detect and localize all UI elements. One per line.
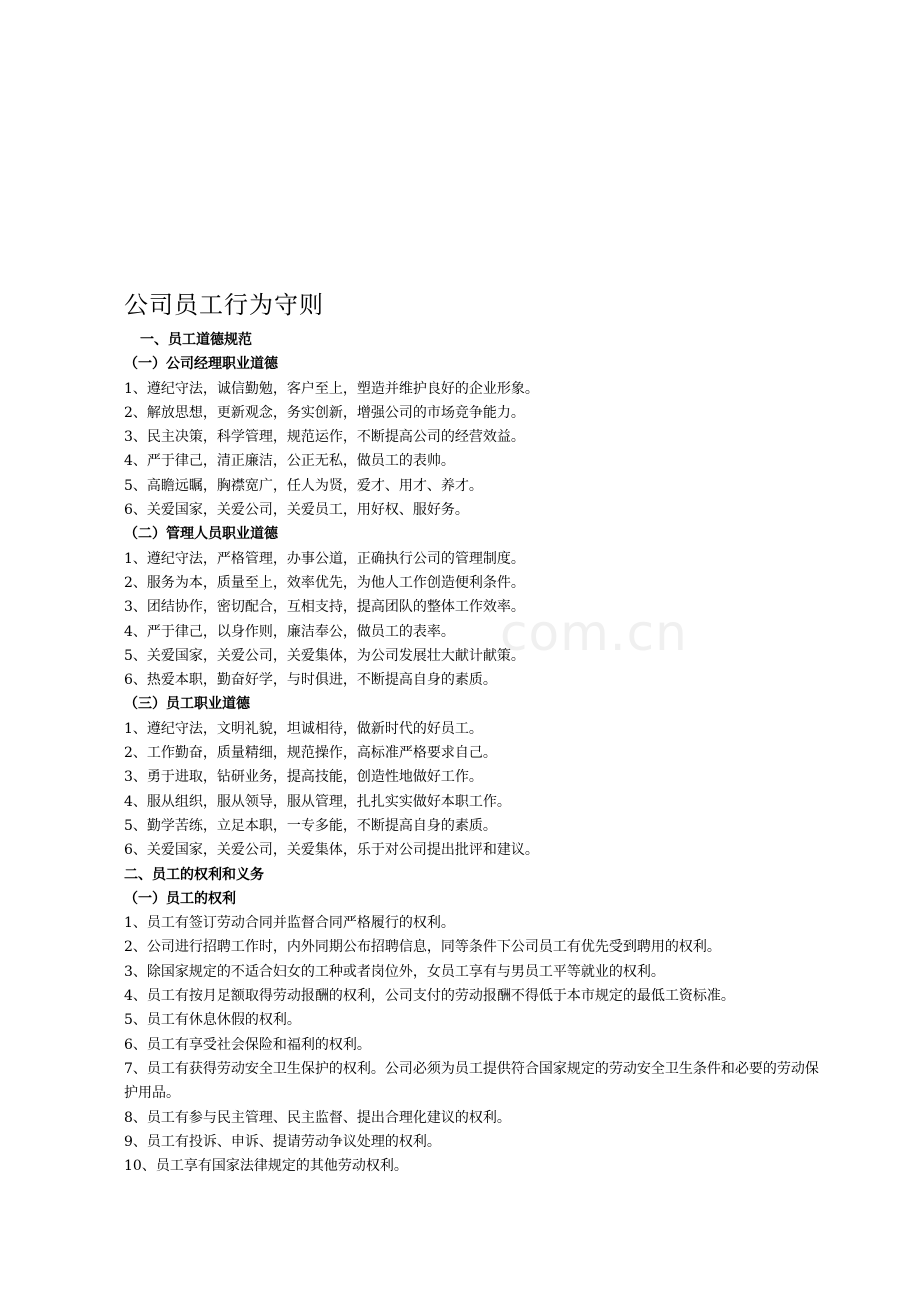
list-item: 7、员工有获得劳动安全卫生保护的权利。公司必须为员工提供符合国家规定的劳动安全卫生条件和必要的劳动保护用品。	[124, 1060, 819, 1102]
list-item: 10、员工享有国家法律规定的其他劳动权利。	[124, 1158, 408, 1175]
list-item: 2、解放思想，更新观念，务实创新，增强公司的市场竞争能力。	[124, 404, 525, 421]
list-item: 1、员工有签订劳动合同并监督合同严格履行的权利。	[124, 915, 455, 932]
list-item: 6、员工有享受社会保险和福利的权利。	[124, 1036, 371, 1053]
list-item: 2、服务为本，质量至上，效率优先，为他人工作创造便利条件。	[124, 574, 525, 591]
list-item: 1、遵纪守法，文明礼貌，坦诚相待，做新时代的好员工。	[124, 720, 483, 737]
document-title: 公司员工行为守则	[124, 291, 324, 319]
list-item: 6、关爱国家，关爱公司，关爱集体，乐于对公司提出批评和建议。	[124, 842, 539, 859]
list-item: 2、工作勤奋，质量精细，规范操作，高标准严格要求自己。	[124, 745, 497, 762]
list-item: 8、员工有参与民主管理、民主监督、提出合理化建议的权利。	[124, 1109, 511, 1126]
list-item: 1、遵纪守法，严格管理，办事公道，正确执行公司的管理制度。	[124, 550, 525, 567]
list-item: 3、民主决策，科学管理，规范运作，不断提高公司的经营效益。	[124, 429, 525, 446]
list-item: 4、严于律己，清正廉洁，公正无私，做员工的表帅。	[124, 453, 455, 470]
list-item: 5、员工有休息休假的权利。	[124, 1012, 301, 1029]
list-item: 2、公司进行招聘工作时，内外同期公布招聘信息，同等条件下公司员工有优先受到聘用的权利。	[124, 939, 721, 956]
list-item: 5、关爱国家，关爱公司，关爱集体，为公司发展壮大献计献策。	[124, 647, 525, 664]
list-item: 3、勇于进取，钻研业务，提高技能，创造性地做好工作。	[124, 769, 483, 786]
subsection-heading-1-2: （二）管理人员职业道德	[124, 526, 278, 543]
list-item: 9、员工有投诉、申诉、提请劳动争议处理的权利。	[124, 1133, 441, 1150]
list-item: 5、高瞻远瞩，胸襟宽广，任人为贤，爱才、用才、养才。	[124, 477, 483, 494]
list-item: 4、严于律己，以身作则，廉洁奉公，做员工的表率。	[124, 623, 455, 640]
list-item: 3、团结协作，密切配合，互相支持，提高团队的整体工作效率。	[124, 599, 525, 616]
subsection-heading-1-3: （三）员工职业道德	[124, 696, 250, 713]
watermark-text: com.cn	[500, 604, 688, 662]
list-item: 6、热爱本职，勤奋好学，与时俱进，不断提高自身的素质。	[124, 672, 497, 689]
section-heading-1: 一、员工道德规范	[140, 332, 252, 348]
list-item: 4、员工有按月足额取得劳动报酬的权利，公司支付的劳动报酬不得低于本市规定的最低工资标准。	[124, 988, 735, 1005]
document-body	[124, 286, 844, 1178]
list-item: 3、除国家规定的不适合妇女的工种或者岗位外，女员工享有与男员工平等就业的权利。	[124, 963, 665, 980]
list-item: 4、服从组织，服从领导，服从管理，扎扎实实做好本职工作。	[124, 793, 511, 810]
subsection-heading-1-1: （一）公司经理职业道德	[124, 356, 278, 373]
list-item: 1、遵纪守法，诚信勤勉，客户至上，塑造并维护良好的企业形象。	[124, 380, 539, 397]
section-heading-2: 二、员工的权利和义务	[124, 866, 264, 883]
list-item: 6、关爱国家，关爱公司，关爱员工，用好权、服好务。	[124, 502, 469, 519]
subsection-heading-2-1: （一）员工的权利	[124, 890, 236, 907]
list-item: 5、勤学苦练，立足本职，一专多能，不断提高自身的素质。	[124, 817, 497, 834]
